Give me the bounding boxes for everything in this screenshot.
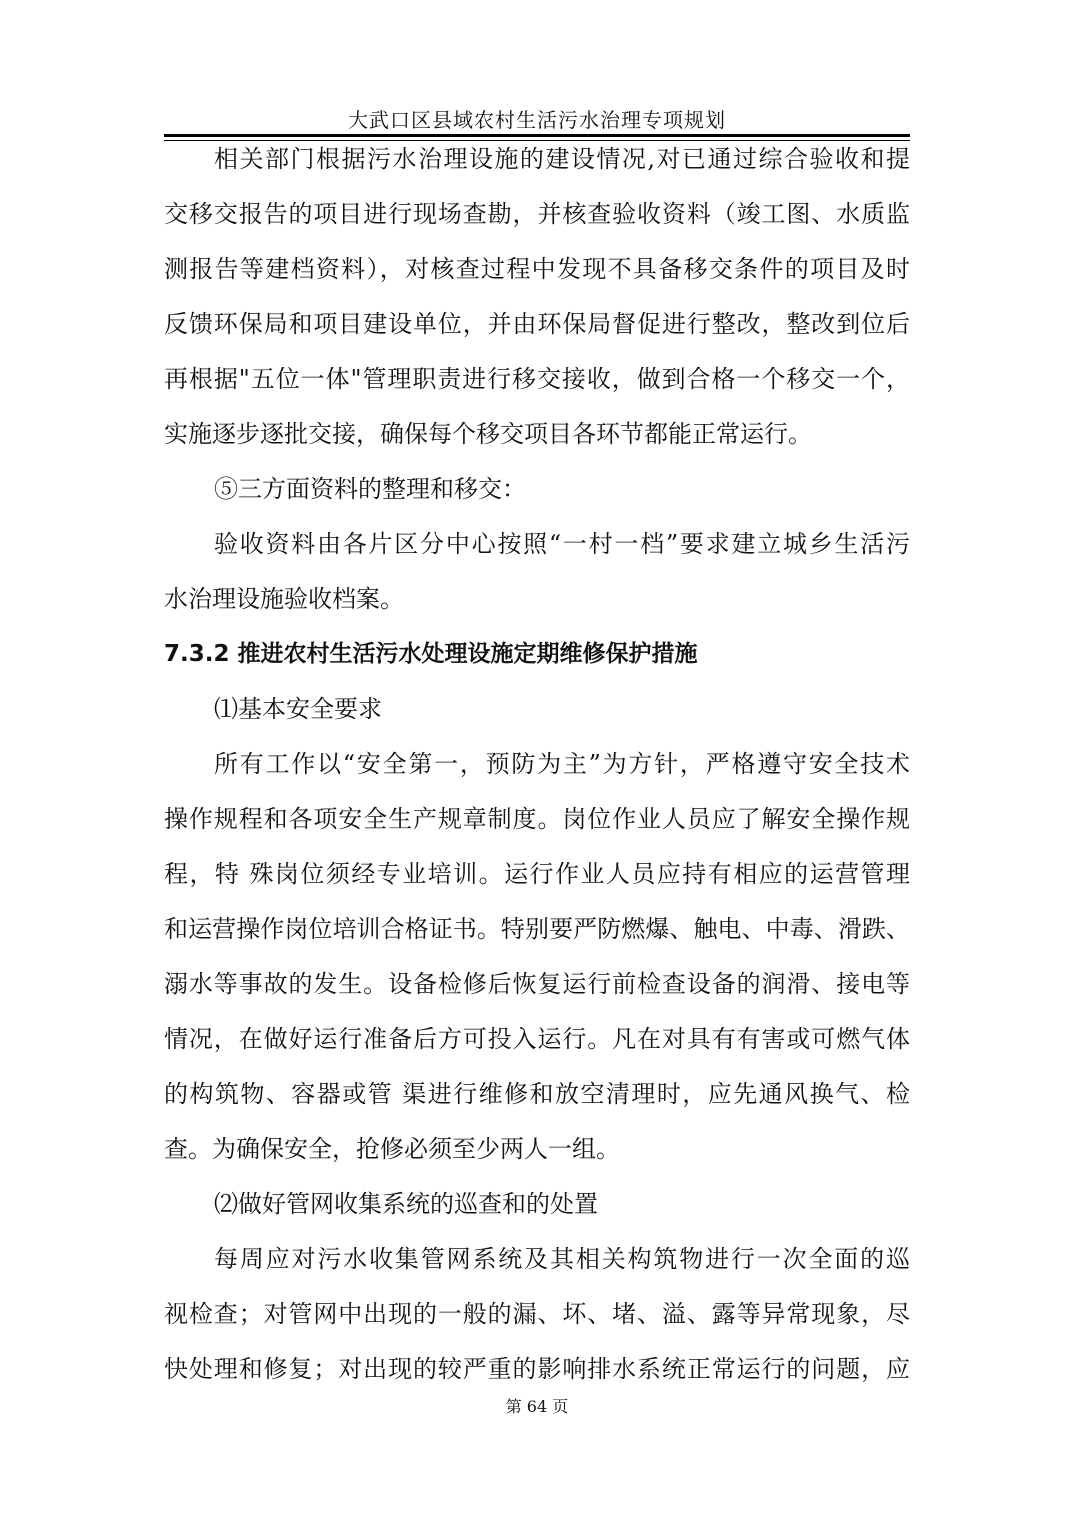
text-line: 和运营操作岗位培训合格证书。特别要严防燃爆、触电、中毒、滑跌、 — [164, 915, 910, 943]
section-heading: 7.3.2 推进农村生活污水处理设施定期维修保护措施 — [164, 641, 698, 667]
text-line: 实施逐步逐批交接，确保每个移交项目各环节都能正常运行。 — [164, 420, 812, 448]
list-item: ⑤三方面资料的整理和移交： — [214, 475, 526, 503]
text-line: 操作规程和各项安全生产规章制度。岗位作业人员应了解安全操作规 — [164, 805, 910, 833]
header-rule-thin — [164, 140, 910, 141]
text-line: 查。为确保安全，抢修必须至少两人一组。 — [164, 1135, 620, 1163]
text-line: 所有工作以“安全第一，预防为主”为方针，严格遵守安全技术 — [214, 750, 910, 778]
text-line: 快处理和修复；对出现的较严重的影响排水系统正常运行的问题，应 — [164, 1355, 910, 1383]
text-line: 程，特 殊岗位须经专业培训。运行作业人员应持有相应的运营管理 — [164, 860, 910, 888]
text-line: 的构筑物、容器或管 渠进行维修和放空清理时，应先通风换气、检 — [164, 1080, 910, 1108]
text-line: 溺水等事故的发生。设备检修后恢复运行前检查设备的润滑、接电等 — [164, 970, 910, 998]
header-rule-thick — [164, 134, 910, 137]
text-line: 测报告等建档资料），对核查过程中发现不具备移交条件的项目及时 — [164, 255, 910, 283]
subsection-heading: ⑴基本安全要求 — [214, 695, 382, 723]
text-line: 情况，在做好运行准备后方可投入运行。凡在对具有有害或可燃气体 — [164, 1025, 910, 1053]
running-header: 大武口区县域农村生活污水治理专项规划 — [348, 108, 726, 132]
text-line: 相关部门根据污水治理设施的建设情况,对已通过综合验收和提 — [214, 145, 910, 173]
text-line: 视检查；对管网中出现的一般的漏、坏、堵、溢、露等异常现象，尽 — [164, 1300, 910, 1328]
text-line: 水治理设施验收档案。 — [164, 585, 404, 613]
page-number: 第 64 页 — [505, 1397, 569, 1416]
text-line: 验收资料由各片区分中心按照“一村一档”要求建立城乡生活污 — [214, 530, 910, 558]
text-line: 反馈环保局和项目建设单位，并由环保局督促进行整改，整改到位后 — [164, 310, 910, 338]
text-line: 每周应对污水收集管网系统及其相关构筑物进行一次全面的巡 — [214, 1245, 910, 1273]
subsection-heading: ⑵做好管网收集系统的巡查和的处置 — [214, 1190, 598, 1218]
text-line: 交移交报告的项目进行现场查勘，并核查验收资料（竣工图、水质监 — [164, 200, 910, 228]
text-line: 再根据"五位一体"管理职责进行移交接收，做到合格一个移交一个， — [164, 365, 910, 393]
